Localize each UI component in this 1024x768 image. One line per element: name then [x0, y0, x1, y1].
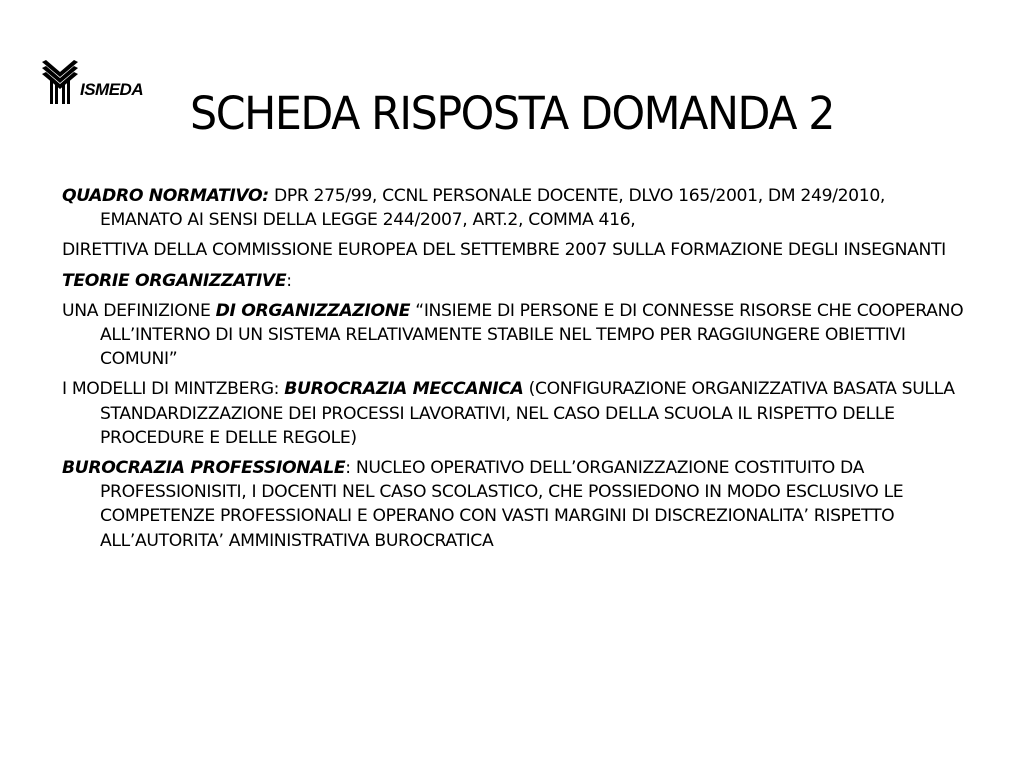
- definizione-prefix: UNA DEFINIZIONE: [62, 300, 216, 321]
- direttiva-text: DIRETTIVA DELLA COMMISSIONE EUROPEA DEL SETTEMBRE 2007 SULLA FORMAZIONE DEGLI INSEGNANTI: [62, 240, 946, 261]
- definizione-label: DI ORGANIZZAZIONE: [215, 300, 411, 321]
- burocrazia-professionale-text: : NUCLEO OPERATIVO DELL’ORGANIZZAZIONE COSTITUITO DA PROFESSIONISITI, I DOCENTI NEL CASO SCOLASTICO, CHE POSSIEDONO IN MODO ESCLUSIVO LE COMPETENZE PROFESSIONALI E OPERANO CON VASTI MARGINI DI DISCREZIONALITA’ RISPETTO ALL’AUTORITA’ AMMINISTRATIVA BUROCRATICA: [100, 458, 904, 551]
- teorie-organizzative-suffix: :: [286, 270, 292, 291]
- burocrazia-professionale-label: BUROCRAZIA PROFESSIONALE: [62, 458, 346, 479]
- burocrazia-meccanica-label: BUROCRAZIA MECCANICA: [284, 379, 524, 400]
- paragraph-direttiva: [62, 238, 972, 262]
- paragraph-definizione: [62, 299, 972, 372]
- teorie-organizzative-label: TEORIE ORGANIZZATIVE: [62, 270, 287, 291]
- paragraph-quadro-normativo: [62, 184, 972, 232]
- slide-body: [62, 184, 972, 559]
- paragraph-burocrazia-professionale: [62, 456, 972, 553]
- paragraph-burocrazia-meccanica: [62, 377, 972, 450]
- paragraph-teorie-organizzative: [62, 269, 972, 293]
- mintzberg-prefix: I MODELLI DI MINTZBERG:: [62, 379, 285, 400]
- definizione-text: “INSIEME DI PERSONE E DI CONNESSE RISORSE CHE COOPERANO ALL’INTERNO DI UN SISTEMA RELATIVAMENTE STABILE NEL TEMPO PER RAGGIUNGERE OBIETTIVI COMUNI”: [100, 300, 964, 370]
- slide-title: SCHEDA RISPOSTA DOMANDA 2: [189, 87, 835, 140]
- quadro-normativo-text: DPR 275/99, CCNL PERSONALE DOCENTE, DLVO 165/2001, DM 249/2010, EMANATO AI SENSI DELLA LEGGE 244/2007, ART.2, COMMA 416,: [100, 186, 886, 231]
- quadro-normativo-label: QUADRO NORMATIVO:: [62, 186, 269, 206]
- burocrazia-meccanica-text: (CONFIGURAZIONE ORGANIZZATIVA BASATA SULLA STANDARDIZZAZIONE DEI PROCESSI LAVORATIVI, NEL CASO DELLA SCUOLA IL RISPETTO DELLE PROCEDURE E DELLE REGOLE): [100, 379, 955, 448]
- logo-text: ISMEDA: [80, 80, 144, 99]
